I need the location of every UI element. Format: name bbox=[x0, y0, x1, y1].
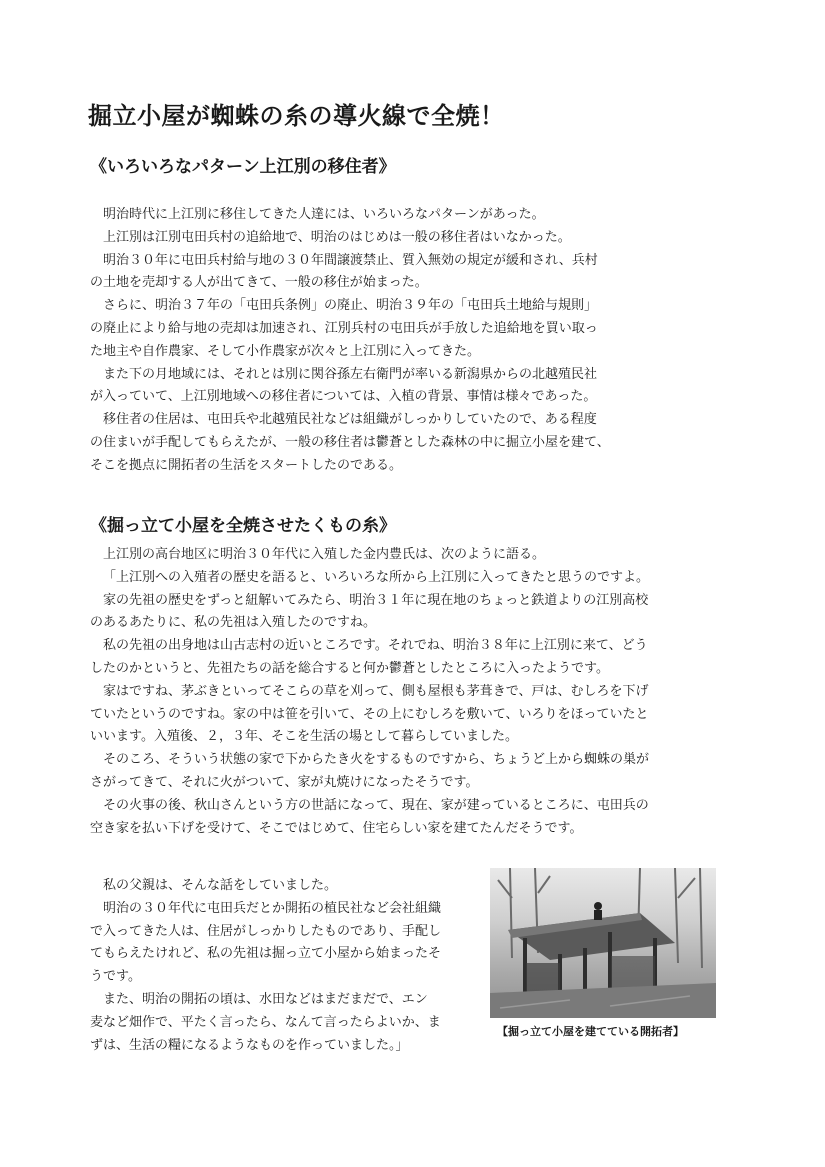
paragraph-line: た地主や自作農家、そして小作農家が次々と上江別に入ってきた。 bbox=[90, 343, 481, 359]
paragraph-line: が入っていて、上江別地域への移住者については、入植の背景、事情は様々であった。 bbox=[90, 389, 597, 405]
paragraph-line: また下の月地域には、それとは別に関谷孫左右衛門が率いる新潟県からの北越殖民社 bbox=[103, 366, 598, 382]
paragraph-line: 家の先祖の歴史をずっと紐解いてみたら、明治３１年に現在地のちょっと鉄道よりの江別高校 bbox=[103, 592, 649, 608]
paragraph-line: そのころ、そういう状態の家で下からたき火をするものですから、ちょうど上から蜘蛛の巣が bbox=[103, 752, 650, 768]
paragraph-line: 明治時代に上江別に移住してきた人達には、いろいろなパターンがあった。 bbox=[103, 207, 545, 222]
paragraph-line: 移住者の住居は、屯田兵や北越殖民社などは組織がしっかりしていたので、ある程度 bbox=[103, 412, 597, 428]
section-body-settlers bbox=[90, 204, 730, 478]
paragraph-line: のあるあたりに、私の先祖は入殖したのですね。 bbox=[90, 615, 377, 631]
paragraph-line: いいます。入殖後、２，３年、そこを生活の場として暮らしていました。 bbox=[90, 729, 518, 745]
paragraph-line: ていたというのですね。家の中は笹を引いて、その上にむしろを敷いて、いろりをほっていたと bbox=[90, 706, 649, 722]
paragraph-line: また、明治の開拓の頃は、水田などはまだまだで、エン bbox=[103, 991, 428, 1007]
section-body-spider-thread bbox=[90, 544, 730, 840]
page-title: 掘立小屋が蜘蛛の糸の導火線で全焼！ bbox=[88, 102, 505, 130]
paragraph-line: さがってきて、それに火がついて、家が丸焼けになったそうです。 bbox=[90, 774, 479, 790]
paragraph-line: 私の先祖の出身地は山古志村の近いところです。それでね、明治３８年に上江別に来て、どう bbox=[103, 638, 648, 654]
paragraph-line: そこを拠点に開拓者の生活をスタートしたのである。 bbox=[90, 457, 403, 473]
settler-hut-photo bbox=[490, 868, 716, 1018]
photo-caption: 【掘っ立て小屋を建てている開拓者】 bbox=[497, 1025, 684, 1038]
paragraph-line: てもらえたけれど、私の先祖は掘っ立て小屋から始まったそ bbox=[90, 946, 442, 962]
paragraph-line: 家はですね、茅ぶきといってそこらの草を刈って、側も屋根も茅葺きで、戸は、むしろを下げ bbox=[103, 683, 649, 699]
section-body-continued bbox=[90, 875, 490, 1057]
paragraph-line: 上江別は江別屯田兵村の追給地で、明治のはじめは一般の移住者はいなかった。 bbox=[103, 229, 571, 245]
paragraph-line: の土地を売却する人が出てきて、一般の移住が始まった。 bbox=[90, 275, 428, 291]
section-heading-settlers: 《いろいろなパターン上江別の移住者》 bbox=[90, 157, 396, 177]
paragraph-line: の廃止により給与地の売却は加速され、江別兵村の屯田兵が手放した追給地を買い取っ bbox=[90, 320, 598, 336]
paragraph-line: 私の父親は、そんな話をしていました。 bbox=[103, 878, 338, 893]
paragraph-line: 上江別の高台地区に明治３０年代に入殖した金内豊氏は、次のように語る。 bbox=[103, 547, 546, 562]
paragraph-line: 空き家を払い下げを受けて、そこではじめて、住宅らしい家を建てたんだそうです。 bbox=[90, 820, 583, 836]
paragraph-line: その火事の後、秋山さんという方の世話になって、現在、家が建っているところに、屯田兵の bbox=[103, 797, 649, 813]
paragraph-line: 明治の３０年代に屯田兵だとか開拓の植民社など会社組織 bbox=[103, 900, 442, 916]
paragraph-line: で入ってきた人は、住居がしっかりしたものであり、手配し bbox=[90, 923, 442, 939]
hut-illustration bbox=[490, 868, 716, 1018]
paragraph-line: したのかというと、先祖たちの話を総合すると何か鬱蒼としたところに入ったようです。 bbox=[90, 660, 609, 676]
paragraph-line: 明治３０年に屯田兵村給与地の３０年間譲渡禁止、質入無効の規定が緩和され、兵村 bbox=[103, 252, 598, 268]
paragraph-line: の住まいが手配してもらえたが、一般の移住者は鬱蒼とした森林の中に掘立小屋を建て、 bbox=[90, 434, 610, 450]
paragraph-line: うです。 bbox=[90, 969, 141, 985]
paragraph-line: ずは、生活の糧になるようなものを作っていました。」 bbox=[90, 1037, 409, 1053]
paragraph-line: 麦など畑作で、平たく言ったら、なんて言ったらよいか、ま bbox=[90, 1014, 441, 1030]
paragraph-line: さらに、明治３７年の「屯田兵条例」の廃止、明治３９年の「屯田兵土地給与規則」 bbox=[103, 298, 598, 314]
section-heading-spider-thread: 《掘っ立て小屋を全焼させたくもの糸》 bbox=[90, 516, 396, 536]
paragraph-line: 「上江別への入殖者の歴史を語ると、いろいろな所から上江別に入ってきたと思うのですよ。 bbox=[103, 569, 650, 585]
